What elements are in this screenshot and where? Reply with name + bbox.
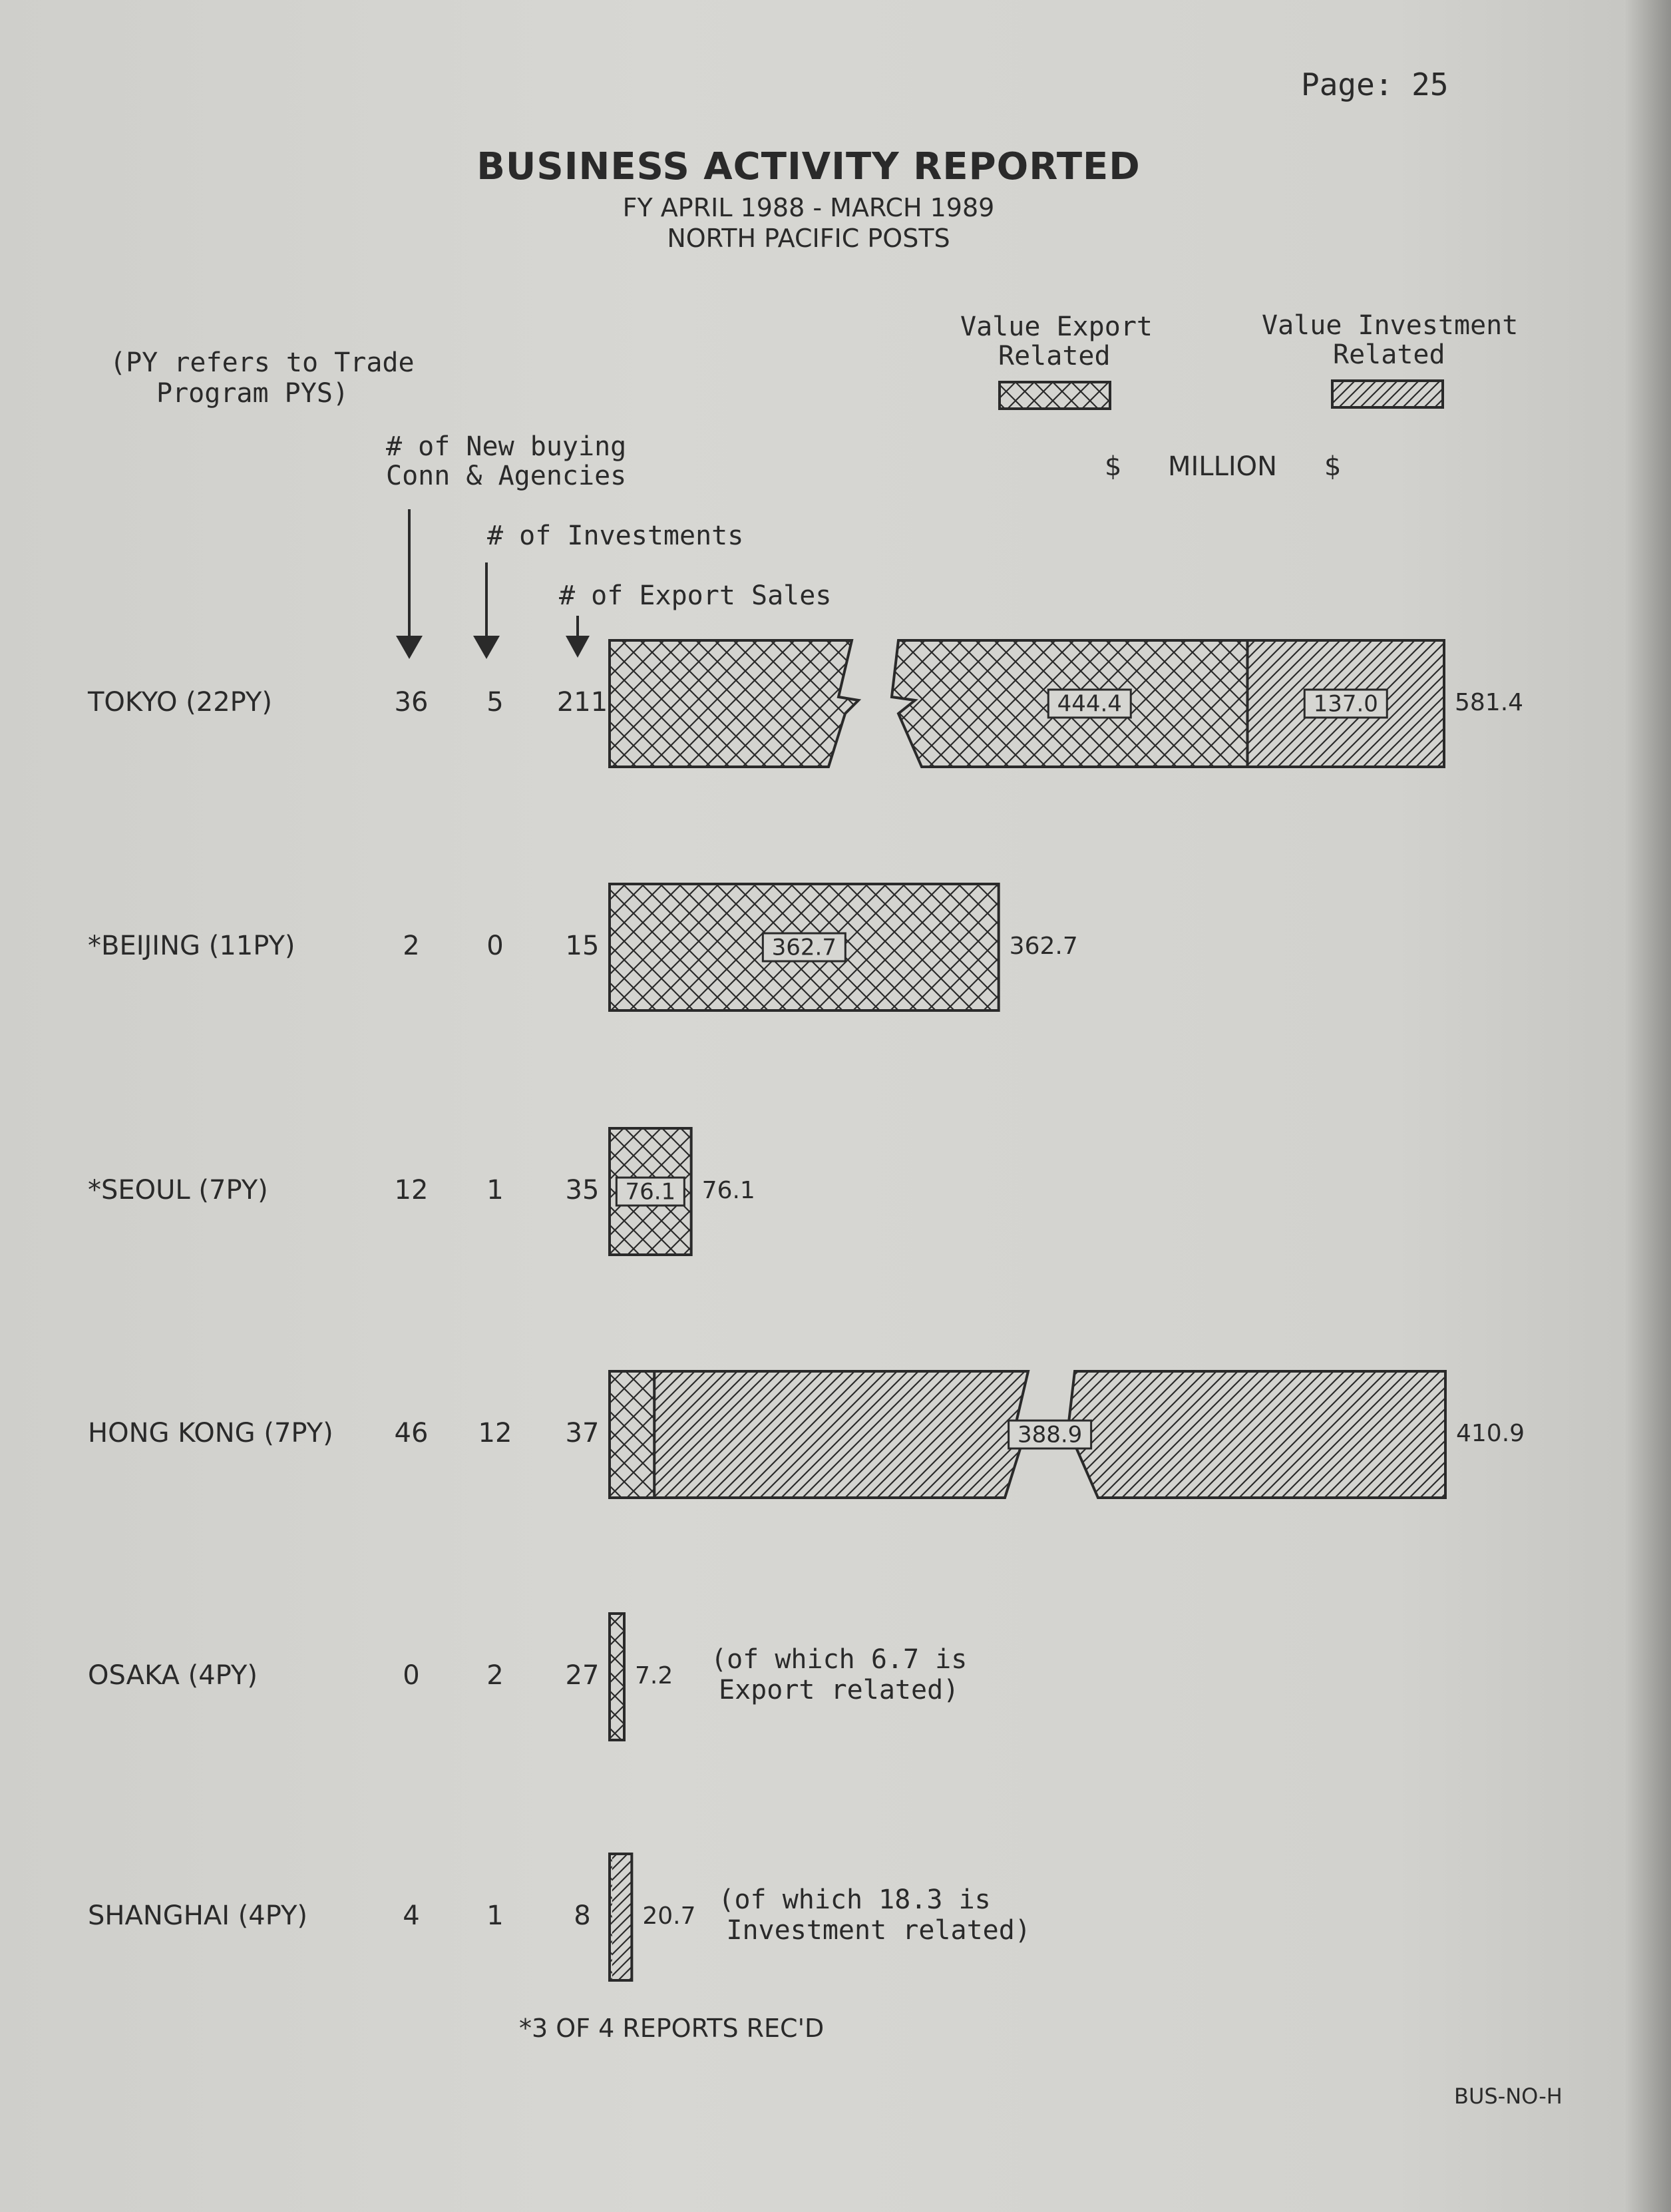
category-label: *SEOUL (7PY) <box>88 1175 268 1206</box>
export-value-label <box>616 1178 684 1206</box>
investments-count: 2 <box>486 1660 504 1691</box>
note-line2: Investment related) <box>726 1915 1031 1946</box>
investments-count: 5 <box>486 687 504 718</box>
chart-row <box>87 640 1523 767</box>
page-number: Page: 25 <box>1301 67 1449 103</box>
category-label: HONG KONG (7PY) <box>88 1418 333 1448</box>
total-value-label: 410.9 <box>1456 1420 1525 1447</box>
legend-export-swatch <box>1000 382 1110 409</box>
new-buying-count: 4 <box>403 1900 420 1931</box>
arrow-export-sales-head <box>566 636 590 658</box>
header-new-buying-line1: # of New buying <box>386 431 627 462</box>
export-sales-count: 211 <box>556 687 608 718</box>
legend-export-label-line2: Related <box>998 341 1111 371</box>
svg-text:362.7: 362.7 <box>771 934 837 961</box>
chart-row <box>88 884 1078 1010</box>
investment-value-label <box>1009 1421 1091 1448</box>
export-sales-count: 37 <box>565 1418 600 1448</box>
legend-investment-label-line2: Related <box>1333 339 1445 370</box>
arrow-new-buying-head <box>396 636 423 659</box>
note-line1: (of which 6.7 is <box>711 1644 968 1675</box>
export-segment <box>610 640 1248 767</box>
chart-row <box>88 1614 967 1740</box>
units-label: MILLION <box>1168 451 1278 482</box>
new-buying-count: 36 <box>394 687 429 718</box>
svg-text:137.0: 137.0 <box>1313 690 1378 718</box>
category-label: *BEIJING (11PY) <box>88 931 295 961</box>
header-new-buying-line2: Conn & Agencies <box>386 461 627 491</box>
investments-count: 1 <box>486 1900 504 1931</box>
export-value-label <box>763 933 845 961</box>
category-label: TOKYO (22PY) <box>88 687 272 718</box>
new-buying-count: 46 <box>394 1418 429 1448</box>
total-value-label: 7.2 <box>635 1662 673 1689</box>
export-sales-count: 15 <box>565 931 600 961</box>
chart-subtitle-period: FY APRIL 1988 - MARCH 1989 <box>622 193 995 222</box>
total-value-label: 20.7 <box>642 1902 696 1930</box>
export-value-label <box>1048 690 1131 718</box>
total-value-label: 76.1 <box>701 1177 755 1204</box>
py-note-line2: Program PYS) <box>156 378 349 409</box>
svg-text:388.9: 388.9 <box>1017 1421 1083 1448</box>
page-edge-shadow <box>1624 0 1671 2212</box>
investment-segment <box>612 1854 632 1980</box>
investments-count: 0 <box>486 931 504 961</box>
chart-title: BUSINESS ACTIVITY REPORTED <box>476 145 1141 188</box>
units-dollar-left: $ <box>1105 451 1122 482</box>
total-value-label: 581.4 <box>1455 689 1524 716</box>
footer-code: BUS-NO-H <box>1454 2084 1563 2109</box>
py-note-line1: (PY refers to Trade <box>110 347 415 378</box>
header-investments: # of Investments <box>487 521 744 551</box>
new-buying-count: 0 <box>403 1660 420 1691</box>
header-export-sales: # of Export Sales <box>559 580 832 611</box>
legend-investment-label-line1: Value Investment <box>1262 310 1519 341</box>
category-label: OSAKA (4PY) <box>88 1660 258 1691</box>
export-segment <box>610 1614 623 1740</box>
column-arrows <box>396 509 590 659</box>
note-line2: Export related) <box>719 1675 960 1705</box>
arrow-investments-head <box>473 636 500 659</box>
export-sales-count: 27 <box>565 1660 600 1691</box>
investments-count: 12 <box>478 1418 512 1448</box>
investment-value-label <box>1304 690 1387 718</box>
chart-row <box>88 1128 755 1255</box>
new-buying-count: 2 <box>403 931 420 961</box>
investments-count: 1 <box>486 1175 504 1206</box>
total-value-label: 362.7 <box>1009 933 1078 960</box>
chart-rows <box>87 640 1525 1980</box>
svg-text:76.1: 76.1 <box>625 1178 676 1206</box>
export-sales-count: 8 <box>574 1900 591 1931</box>
category-label: SHANGHAI (4PY) <box>88 1900 308 1931</box>
export-segment <box>610 1371 654 1498</box>
export-sales-count: 35 <box>565 1175 600 1206</box>
chart-row <box>88 1854 1031 1980</box>
note-line1: (of which 18.3 is <box>718 1884 991 1915</box>
legend-export-label-line1: Value Export <box>960 312 1153 342</box>
legend-investment-swatch <box>1332 381 1443 407</box>
chart-subtitle-region: NORTH PACIFIC POSTS <box>667 224 950 253</box>
units-dollar-right: $ <box>1324 451 1342 482</box>
new-buying-count: 12 <box>394 1175 429 1206</box>
chart-row <box>88 1371 1525 1498</box>
svg-text:444.4: 444.4 <box>1057 690 1122 718</box>
footnote: *3 OF 4 REPORTS REC'D <box>519 2014 825 2043</box>
